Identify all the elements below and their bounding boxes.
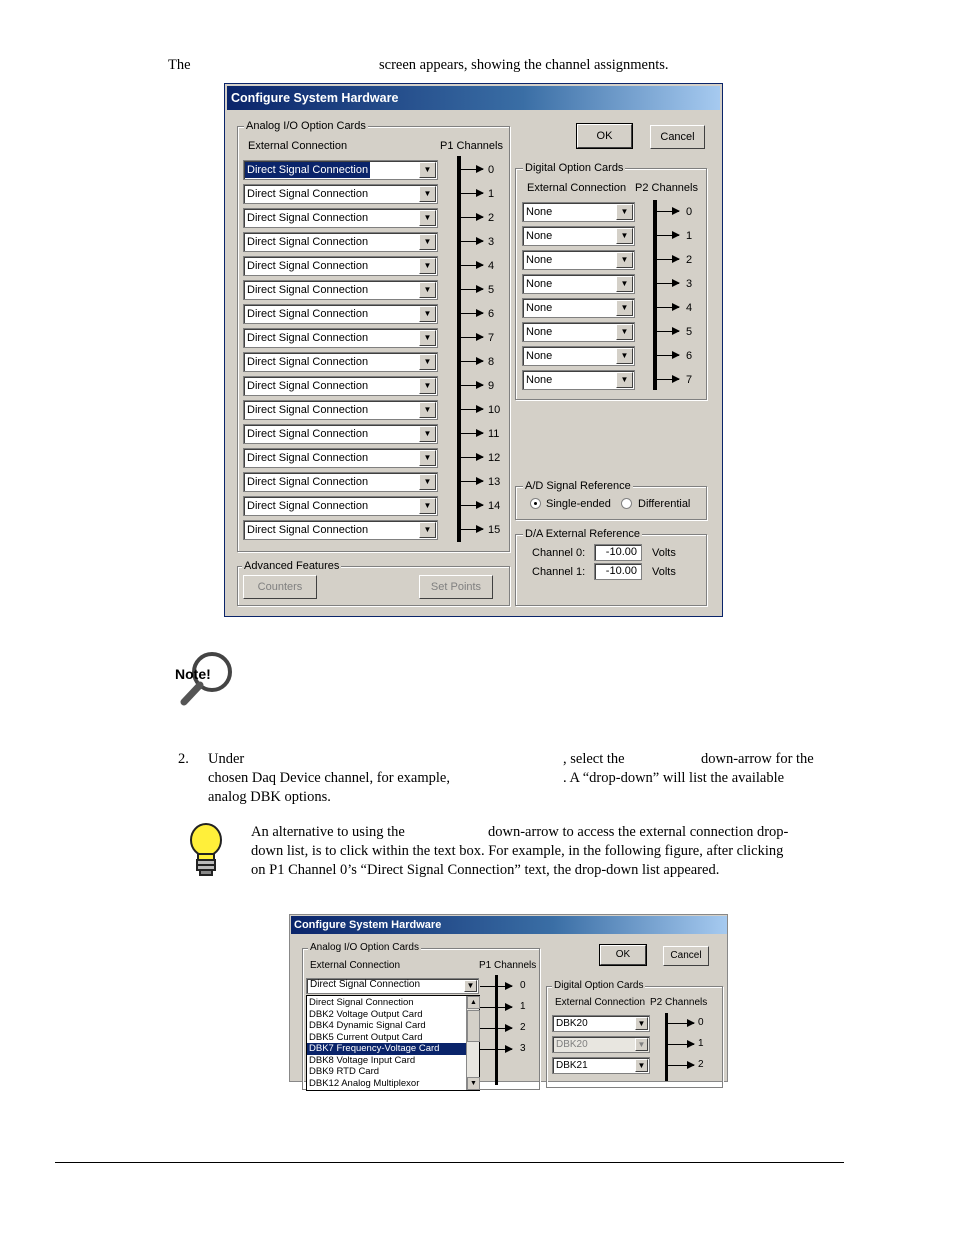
- chevron-down-icon[interactable]: ▼: [419, 234, 436, 250]
- configure-hardware-dialog: [224, 83, 723, 617]
- p2-channel-number: 1: [698, 1038, 704, 1049]
- p1-channel-number: 15: [488, 524, 501, 536]
- combo-value: Direct Signal Connection: [247, 332, 369, 344]
- p2-channels-header: P2 Channels: [650, 997, 708, 1008]
- tip-line1-a: An alternative to using the: [251, 824, 405, 840]
- channel-arrow: [657, 355, 679, 356]
- channel-arrow: [461, 289, 483, 290]
- combo-value: Direct Signal Connection: [310, 979, 421, 990]
- combo-value: Direct Signal Connection: [247, 452, 369, 464]
- chevron-down-icon[interactable]: ▼: [419, 474, 436, 490]
- ad-group-label: A/D Signal Reference: [525, 480, 631, 492]
- digital-connection-combo[interactable]: [522, 226, 635, 246]
- p2-channel-number: 2: [686, 254, 693, 266]
- chevron-down-icon[interactable]: ▼: [419, 378, 436, 394]
- channel-arrow: [461, 433, 483, 434]
- combo-value: Direct Signal Connection: [247, 236, 369, 248]
- p1-bus-line: [495, 975, 498, 1085]
- channel-arrow: [657, 259, 679, 260]
- dropdown-option[interactable]: DBK5 Current Output Card: [309, 1031, 423, 1043]
- p1-channel-number: 5: [488, 284, 495, 296]
- ok-button[interactable]: [600, 945, 646, 965]
- analog-connection-combo[interactable]: [243, 520, 438, 540]
- chevron-down-icon[interactable]: ▼: [419, 354, 436, 370]
- configure-hardware-dialog-crop: [289, 914, 728, 1089]
- channel0-volts: Volts: [652, 547, 676, 559]
- analog-connection-combo[interactable]: [243, 424, 438, 444]
- p1-channel-number: 11: [488, 428, 500, 440]
- channel-arrow: [668, 1065, 694, 1066]
- digital-group-label: Digital Option Cards: [554, 980, 644, 991]
- chevron-down-icon[interactable]: ▼: [419, 258, 436, 274]
- combo-value: Direct Signal Connection: [247, 500, 369, 512]
- channel-arrow: [461, 409, 483, 410]
- combo-value: None: [526, 302, 553, 314]
- combo-value: Direct Signal Connection: [247, 524, 369, 536]
- combo-value: Direct Signal Connection: [247, 188, 369, 200]
- digital-connection-combo[interactable]: [522, 274, 635, 294]
- dropdown-option[interactable]: DBK9 RTD Card: [309, 1066, 380, 1077]
- chevron-down-icon[interactable]: ▼: [635, 1059, 648, 1072]
- channel-arrow: [657, 379, 679, 380]
- combo-value: Direct Signal Connection: [247, 260, 369, 272]
- chevron-down-icon[interactable]: ▼: [419, 330, 436, 346]
- tip-line3: on P1 Channel 0’s “Direct Signal Connection” text, the drop-down list appeared.: [251, 862, 720, 878]
- channel-arrow: [461, 361, 483, 362]
- digital-connection-combo[interactable]: [522, 202, 635, 222]
- analog-connection-combo[interactable]: [306, 978, 479, 994]
- combo-value: None: [526, 350, 553, 362]
- dropdown-option[interactable]: DBK4 Dynamic Signal Card: [309, 1020, 426, 1031]
- dialog-title: Configure System Hardware: [231, 91, 399, 105]
- combo-value: Direct Signal Connection: [247, 380, 369, 392]
- p1-channel-number: 10: [488, 404, 501, 416]
- chevron-down-icon[interactable]: ▼: [464, 980, 477, 992]
- combo-value: Direct Signal Connection: [247, 428, 369, 440]
- analog-connection-combo[interactable]: [243, 232, 438, 252]
- chevron-down-icon[interactable]: ▼: [419, 402, 436, 418]
- dialog2-titlebar: [291, 916, 727, 934]
- dropdown-scrollbar[interactable]: [466, 996, 479, 1090]
- channel0-field[interactable]: -10.00: [594, 544, 642, 561]
- dialog2-title: Configure System Hardware: [294, 919, 442, 931]
- channel-arrow: [461, 337, 483, 338]
- chevron-down-icon[interactable]: ▼: [616, 228, 633, 244]
- channel-arrow: [461, 481, 483, 482]
- channel-arrow: [657, 211, 679, 212]
- channel-arrow: [668, 1044, 694, 1045]
- combo-value: Direct Signal Connection: [247, 356, 369, 368]
- channel-arrow: [461, 385, 483, 386]
- chevron-down-icon[interactable]: ▼: [616, 300, 633, 316]
- cancel-label: Cancel: [670, 950, 702, 961]
- digital-connection-combo[interactable]: [522, 322, 635, 342]
- digital-connection-combo[interactable]: [522, 370, 635, 390]
- scroll-thumb[interactable]: [467, 1010, 480, 1042]
- dialog-titlebar: [227, 86, 720, 110]
- channel-arrow: [461, 529, 483, 530]
- p2-bus-line: [653, 200, 657, 390]
- analog-connection-combo[interactable]: [243, 352, 438, 372]
- p1-channel-number: 12: [488, 452, 501, 464]
- combo-value: None: [526, 278, 553, 290]
- p1-channels-header: P1 Channels: [440, 140, 503, 152]
- p1-channel-number: 4: [488, 260, 495, 272]
- channel1-label: Channel 1:: [532, 566, 586, 578]
- analog-connection-combo[interactable]: [243, 304, 438, 324]
- cancel-label: Cancel: [660, 131, 695, 143]
- p1-channel-number: 14: [488, 500, 501, 512]
- differential-label: Differential: [638, 498, 691, 510]
- channel1-volts: Volts: [652, 566, 676, 578]
- ok-label: OK: [615, 949, 631, 960]
- chevron-down-icon[interactable]: ▼: [419, 450, 436, 466]
- step2-line1-a: Under: [208, 751, 245, 767]
- p2-channel-number: 1: [686, 230, 693, 242]
- p1-channel-number: 2: [520, 1022, 526, 1033]
- set-points-label: Set Points: [430, 581, 482, 593]
- channel0-label: Channel 0:: [532, 547, 586, 559]
- p1-channel-number: 0: [520, 980, 526, 991]
- note-icon: [174, 646, 238, 708]
- lightbulb-icon: [188, 822, 224, 878]
- p2-channel-number: 2: [698, 1059, 704, 1070]
- p1-channel-number: 1: [520, 1001, 526, 1012]
- channel-arrow: [461, 217, 483, 218]
- p2-channels-header: P2 Channels: [635, 182, 698, 194]
- p1-channel-number: 3: [520, 1043, 526, 1054]
- p1-channel-number: 1: [488, 188, 495, 200]
- dropdown-option[interactable]: DBK7 Frequency-Voltage Card: [307, 1043, 468, 1055]
- channel-arrow: [461, 169, 483, 170]
- analog-group-label: Analog I/O Option Cards: [246, 120, 366, 132]
- combo-value: None: [526, 230, 553, 242]
- advanced-group-label: Advanced Features: [244, 560, 340, 572]
- p2-channel-number: 4: [686, 302, 693, 314]
- p2-channel-number: 3: [686, 278, 693, 290]
- cancel-button[interactable]: [650, 125, 705, 149]
- p1-bus-line: [457, 156, 461, 542]
- step2-line2-b: . A “drop-down” will list the available: [563, 770, 785, 786]
- chevron-down-icon[interactable]: ▼: [616, 252, 633, 268]
- p2-channel-number: 5: [686, 326, 693, 338]
- step2-line1-b: , select the: [563, 751, 625, 767]
- channel-arrow: [657, 331, 679, 332]
- channel-arrow: [668, 1023, 694, 1024]
- digital-connection-combo[interactable]: [522, 346, 635, 366]
- intro-text-left: The: [168, 57, 191, 73]
- scroll-up-icon[interactable]: ▲: [467, 996, 480, 1009]
- digital-connection-combo[interactable]: [552, 1057, 650, 1074]
- note-logo-text: Note!: [175, 666, 211, 682]
- analog-connection-combo[interactable]: [243, 472, 438, 492]
- p1-channel-number: 6: [488, 308, 495, 320]
- analog-connection-combo[interactable]: [243, 184, 438, 204]
- channel-arrow: [461, 265, 483, 266]
- p1-channels-header: P1 Channels: [479, 960, 537, 971]
- p1-channel-number: 9: [488, 380, 495, 392]
- chevron-down-icon[interactable]: ▼: [616, 348, 633, 364]
- chevron-down-icon[interactable]: ▼: [419, 498, 436, 514]
- p1-channel-number: 0: [488, 164, 495, 176]
- da-group-label: D/A External Reference: [525, 528, 640, 540]
- channel-arrow: [461, 313, 483, 314]
- analog-connection-combo[interactable]: [243, 280, 438, 300]
- p2-channel-number: 7: [686, 374, 693, 386]
- channel-arrow: [461, 241, 483, 242]
- combo-value: Direct Signal Connection: [247, 164, 369, 176]
- analog-group-label: Analog I/O Option Cards: [310, 942, 419, 953]
- external-connection-header: External Connection: [248, 140, 348, 152]
- cancel-button[interactable]: [663, 946, 709, 966]
- digital-connection-combo[interactable]: [522, 298, 635, 318]
- combo-value: Direct Signal Connection: [247, 284, 369, 296]
- digital-connection-combo[interactable]: [552, 1015, 650, 1032]
- p2-channel-number: 0: [698, 1017, 704, 1028]
- channel-arrow: [480, 1007, 512, 1008]
- differential-radio[interactable]: [621, 498, 632, 509]
- chevron-down-icon[interactable]: ▼: [616, 372, 633, 388]
- analog-connection-combo[interactable]: [243, 160, 438, 180]
- combo-value: Direct Signal Connection: [247, 404, 369, 416]
- chevron-down-icon[interactable]: ▼: [616, 204, 633, 220]
- combo-value: DBK20: [556, 1039, 588, 1050]
- dropdown-option[interactable]: Direct Signal Connection: [309, 997, 414, 1008]
- step2-line2-a: chosen Daq Device channel, for example,: [208, 770, 450, 786]
- chevron-down-icon[interactable]: ▼: [635, 1038, 648, 1051]
- digital-connection-combo[interactable]: [552, 1036, 650, 1053]
- p2-channel-number: 0: [686, 206, 693, 218]
- dropdown-option[interactable]: DBK8 Voltage Input Card: [309, 1054, 416, 1066]
- combo-value: Direct Signal Connection: [247, 476, 369, 488]
- analog-connection-combo[interactable]: [243, 208, 438, 228]
- step2-line3: analog DBK options.: [208, 789, 331, 805]
- dropdown-option[interactable]: DBK2 Voltage Output Card: [309, 1008, 423, 1020]
- channel-arrow: [480, 986, 512, 987]
- channel-arrow: [657, 307, 679, 308]
- combo-value: DBK20: [556, 1018, 588, 1029]
- combo-value: Direct Signal Connection: [247, 308, 369, 320]
- channel-arrow: [480, 1028, 512, 1029]
- scroll-down-icon[interactable]: ▼: [467, 1077, 480, 1090]
- channel-arrow: [461, 457, 483, 458]
- external-connection-header: External Connection: [310, 960, 401, 971]
- p1-channel-number: 3: [488, 236, 495, 248]
- p1-channel-number: 7: [488, 332, 495, 344]
- intro-text-right: screen appears, showing the channel assignments.: [379, 57, 669, 73]
- combo-value: DBK21: [556, 1060, 588, 1071]
- ok-label: OK: [596, 130, 613, 142]
- chevron-down-icon[interactable]: ▼: [419, 186, 436, 202]
- p1-channel-number: 13: [488, 476, 501, 488]
- counters-label: Counters: [257, 581, 303, 593]
- p1-channel-number: 2: [488, 212, 495, 224]
- chevron-down-icon[interactable]: ▼: [419, 426, 436, 442]
- chevron-down-icon[interactable]: ▼: [616, 276, 633, 292]
- channel-arrow: [657, 235, 679, 236]
- counters-button[interactable]: [243, 575, 317, 599]
- single-ended-label: Single-ended: [546, 498, 611, 510]
- channel-arrow: [657, 283, 679, 284]
- tip-line1-b: down-arrow to access the external connection drop-: [488, 824, 789, 840]
- ok-button[interactable]: [577, 124, 632, 148]
- step2-number: 2.: [178, 751, 189, 767]
- combo-value: None: [526, 374, 553, 386]
- analog-connection-combo[interactable]: [243, 448, 438, 468]
- p1-channel-number: 8: [488, 356, 495, 368]
- combo-value: None: [526, 326, 553, 338]
- set-points-button[interactable]: [419, 575, 493, 599]
- step2-line1-c: down-arrow for the: [701, 751, 814, 767]
- single-ended-radio[interactable]: [530, 498, 541, 509]
- p2-channel-number: 6: [686, 350, 693, 362]
- chevron-down-icon[interactable]: ▼: [419, 210, 436, 226]
- channel-arrow: [461, 193, 483, 194]
- tip-line2: down list, is to click within the text box. For example, in the following figure, after clicking: [251, 843, 784, 859]
- combo-value: None: [526, 206, 553, 218]
- analog-connection-combo[interactable]: [243, 256, 438, 276]
- chevron-down-icon[interactable]: ▼: [419, 522, 436, 538]
- footer-rule: [55, 1162, 844, 1163]
- combo-value: None: [526, 254, 553, 266]
- chevron-down-icon[interactable]: ▼: [419, 162, 436, 178]
- channel1-field[interactable]: -10.00: [594, 563, 642, 580]
- chevron-down-icon[interactable]: ▼: [635, 1017, 648, 1030]
- analog-connection-combo[interactable]: [243, 496, 438, 516]
- combo-value: Direct Signal Connection: [247, 212, 369, 224]
- chevron-down-icon[interactable]: ▼: [419, 306, 436, 322]
- analog-connection-combo[interactable]: [243, 376, 438, 396]
- chevron-down-icon[interactable]: ▼: [419, 282, 436, 298]
- dropdown-option[interactable]: DBK12 Analog Multiplexor: [309, 1077, 420, 1089]
- digital-external-connection-header: External Connection: [527, 182, 627, 194]
- channel-arrow: [480, 1049, 512, 1050]
- connection-dropdown-list[interactable]: [306, 995, 480, 1091]
- analog-connection-combo[interactable]: [243, 328, 438, 348]
- analog-connection-combo[interactable]: [243, 400, 438, 420]
- channel-arrow: [461, 505, 483, 506]
- digital-group-label: Digital Option Cards: [525, 162, 624, 174]
- chevron-down-icon[interactable]: ▼: [616, 324, 633, 340]
- digital-external-connection-header: External Connection: [555, 997, 646, 1008]
- digital-connection-combo[interactable]: [522, 250, 635, 270]
